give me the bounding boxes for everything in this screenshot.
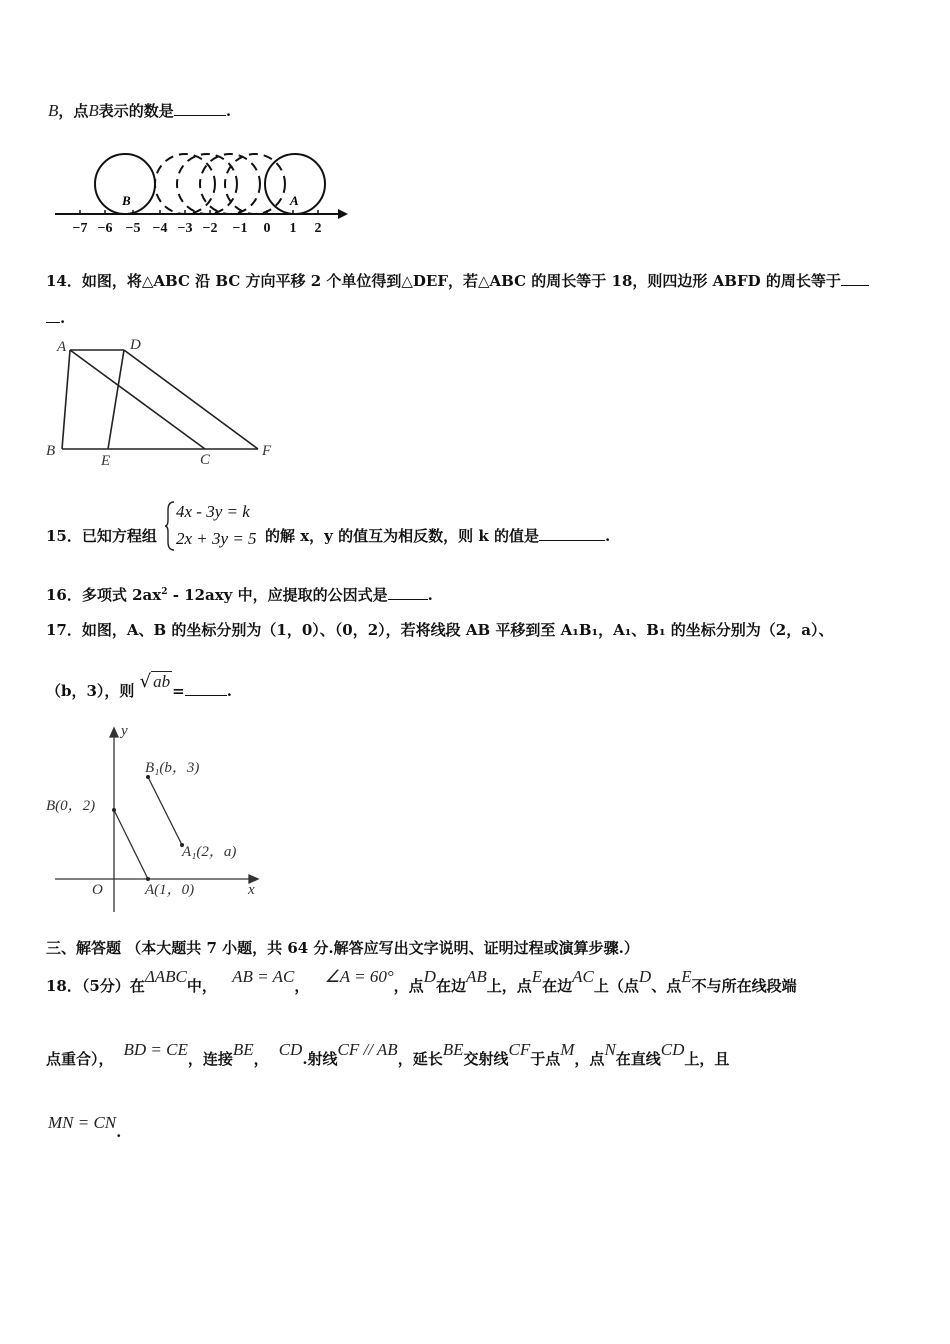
- vertex-a: A: [57, 339, 67, 355]
- x-axis-label: x: [248, 882, 255, 898]
- q16-line: 16．多项式 $2ax^2 - 12axy$ 中，应提取的公因式是 .: [46, 586, 433, 604]
- number-line-figure: [50, 140, 360, 240]
- point-a-label: A(1，0): [145, 882, 195, 898]
- coordinate-figure: [40, 720, 270, 920]
- equation-system: [176, 498, 257, 552]
- point-a1-label: A₁(2，a): [182, 844, 237, 860]
- q14-line1: 14．如图，将△ABC 沿 BC 方向平移 2 个单位得到△DEF，若△ABC 的周长等于 18，则四边形 ABFD 的周长等于: [46, 270, 869, 291]
- answer-blank: [185, 681, 227, 696]
- q18-line3: MN = CN.: [48, 1113, 122, 1141]
- vertex-e: E: [101, 453, 111, 469]
- tick-label: −7: [72, 221, 88, 236]
- q18-line1: 18．（5分）在ΔABC中， AB = AC， ∠A = 60°，点D在边AB上，点E在边AC上（点D、点E不与所在线段端: [46, 967, 797, 995]
- brace-icon: [164, 500, 176, 552]
- answer-blank: [539, 526, 605, 541]
- q15-prefix: 15．已知方程组: [46, 527, 157, 545]
- tick-label: −3: [177, 221, 193, 236]
- vertex-f: F: [262, 443, 272, 459]
- vertex-b: B: [46, 443, 56, 459]
- tick-label: 0: [263, 221, 271, 236]
- tick-label: −1: [232, 221, 248, 236]
- answer-blank: [46, 308, 60, 323]
- point-b1-label: B₁(b，3): [145, 760, 200, 776]
- q17-line2: （b，3），则 √ ab = .: [46, 671, 232, 700]
- answer-blank: [174, 101, 226, 116]
- tick-label: −2: [202, 221, 218, 236]
- tick-label: 1: [289, 221, 297, 236]
- q13-line: B，点B表示的数是 .: [48, 101, 232, 120]
- tick-label: −6: [97, 221, 113, 236]
- point-b-label: B: [122, 193, 131, 208]
- point-b-label: B(0，2): [46, 798, 96, 814]
- q17-line1: 17．如图，A、B 的坐标分别为（1，0）、（0，2），若将线段 AB 平移到至 A₁B₁，A₁、B₁ 的坐标分别为（2，a）、: [46, 621, 834, 639]
- var-b: B: [48, 101, 59, 120]
- q14-line2: .: [46, 308, 65, 327]
- sqrt-expression: √ ab: [139, 671, 171, 692]
- section-heading: 三、解答题 （本大题共 7 小题，共 64 分.解答应写出文字说明、证明过程或演算步骤.）: [46, 939, 639, 957]
- q15-suffix: 的解 x，y 的值互为相反数，则 k 的值是 .: [265, 527, 611, 545]
- vertex-c: C: [200, 452, 211, 468]
- q18-line2: 点重合）， BD = CE，连接BE， CD.射线CF // AB，延长BE交射线CF于点M，点N在直线CD上，且: [46, 1040, 730, 1068]
- tick-label: −5: [125, 221, 141, 236]
- translation-figure: [40, 335, 280, 470]
- vertex-d: D: [130, 337, 141, 353]
- origin-label: O: [92, 882, 103, 898]
- equation-1: 4x - 3y = k: [176, 502, 250, 521]
- tick-label: 2: [314, 221, 322, 236]
- y-axis-label: y: [121, 723, 128, 739]
- answer-blank: [841, 271, 869, 286]
- tick-label: −4: [152, 221, 168, 236]
- equation-2: 2x + 3y = 5: [176, 529, 257, 548]
- answer-blank: [388, 585, 428, 600]
- point-a-label: A: [290, 193, 299, 208]
